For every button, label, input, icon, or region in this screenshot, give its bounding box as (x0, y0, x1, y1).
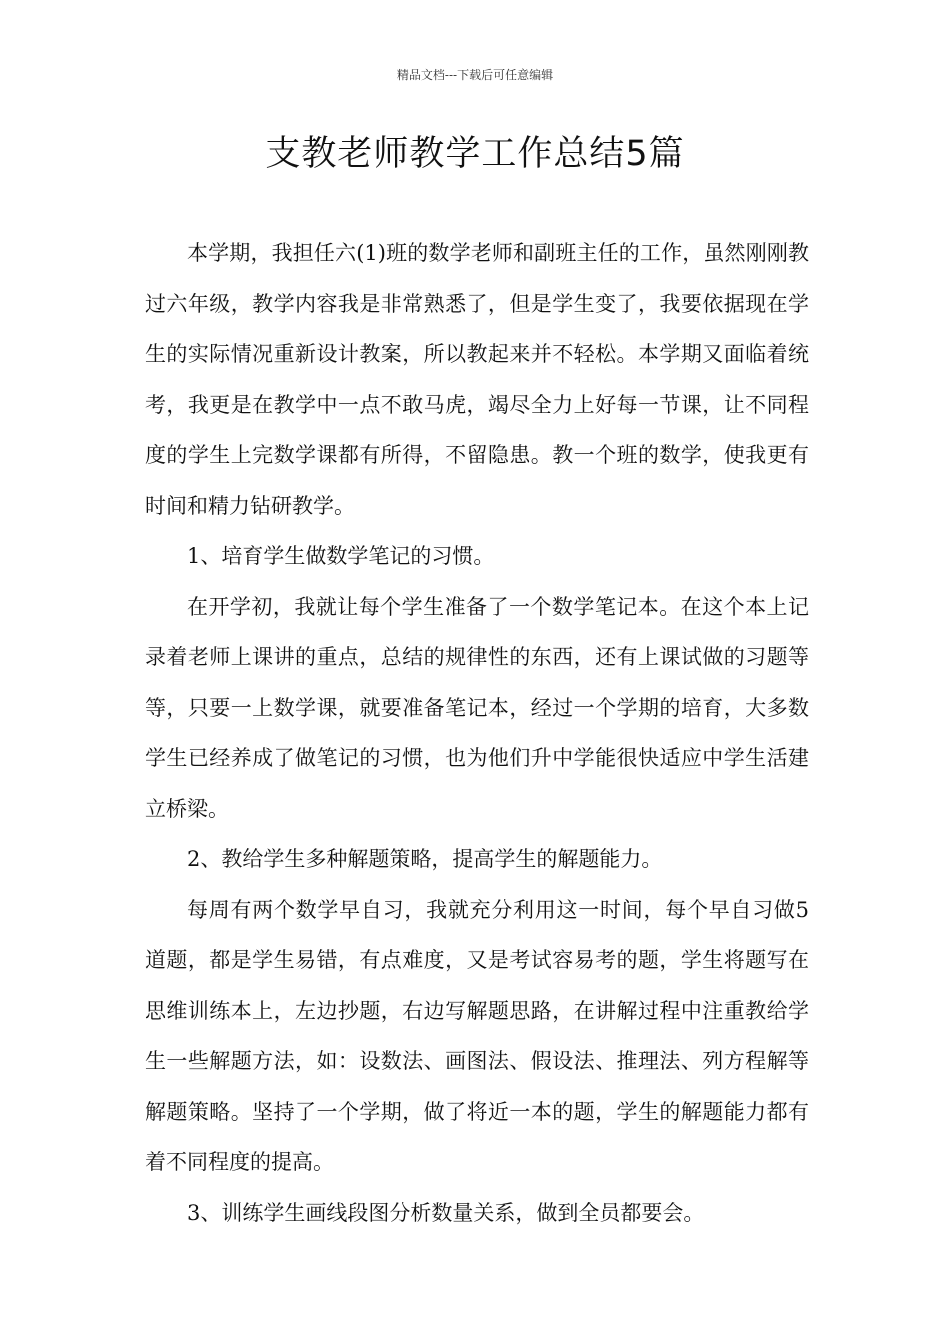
section-paragraph-1: 在开学初，我就让每个学生准备了一个数学笔记本。在这个本上记录着老师上课讲的重点，总结的规律性的东西，还有上课试做的习题等等，只要一上数学课，就要准备笔记本，经过一个学期的培育，大多数学生已经养成了做笔记的习惯，也为他们升中学能很快适应中学生活建立桥梁。 (145, 594, 809, 821)
document-body (145, 228, 809, 1238)
section-heading-3: 3、训练学生画线段图分析数量关系，做到全员都要会。 (187, 1200, 705, 1225)
section-paragraph-2: 每周有两个数学早自习，我就充分利用这一时间，每个早自习做5道题，都是学生易错，有点难度，又是考试容易考的题，学生将题写在思维训练本上，左边抄题，右边写解题思路，在讲解过程中注重教给学生一些解题方法，如：设数法、画图法、假设法、推理法、列方程解等解题策略。坚持了一个学期，做了将近一本的题，学生的解题能力都有着不同程度的提高。 (145, 897, 809, 1174)
section-heading-2: 2、教给学生多种解题策略，提高学生的解题能力。 (187, 847, 663, 871)
document-title: 支教老师教学工作总结5篇 (265, 134, 685, 174)
intro-paragraph: 本学期，我担任六(1)班的数学老师和副班主任的工作，虽然刚刚教过六年级，教学内容我是非常熟悉了，但是学生变了，我要依据现在学生的实际情况重新设计教案，所以教起来并不轻松。本学期又面临着统考，我更是在教学中一点不敢马虎，竭尽全力上好每一节课，让不同程度的学生上完数学课都有所得，不留隐患。教一个班的数学，使我更有时间和精力钻研教学。 (145, 241, 809, 518)
header-note: 精品文档---下载后可任意编辑 (396, 68, 554, 82)
section-heading-1: 1、培育学生做数学笔记的习惯。 (187, 544, 495, 568)
